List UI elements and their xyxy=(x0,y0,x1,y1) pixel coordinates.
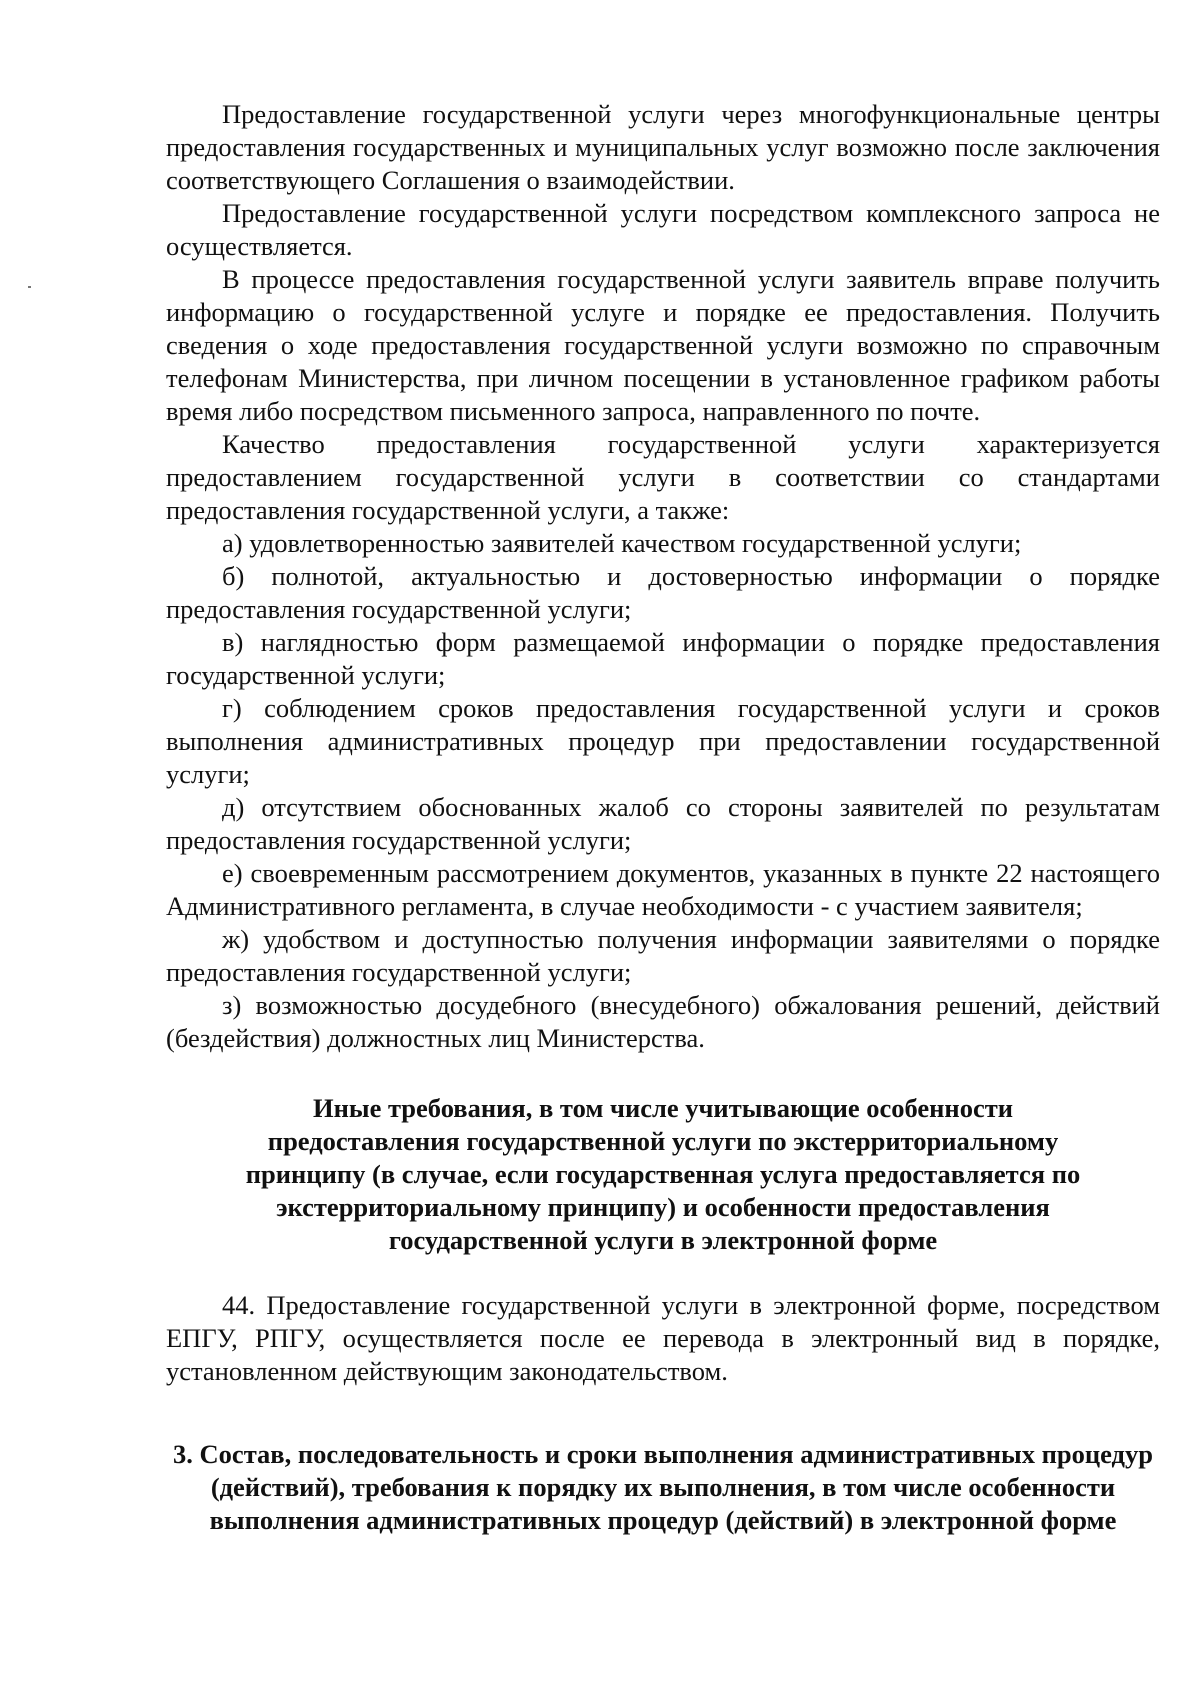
paragraph-information: В процессе предоставления государственной услуги заявитель вправе получить информацию о государственной услуге и порядке ее предоставления. Получить сведения о ходе предоставления государственной услуги возможно по справочным телефонам Министерства, при личном посещении в установленное графиком работы время либо посредством письменного запроса, направленного по почте. xyxy=(166,264,1160,426)
page-content xyxy=(166,98,1160,1537)
heading-section-3: 3. Состав, последовательность и сроки выполнения административных процедур (действий), требования к порядку их выполнения, в том числе особенности выполнения административных процедур (действий) в электронной форме xyxy=(173,1439,1153,1535)
list-item-zh: ж) удобством и доступностью получения информации заявителями о порядке предоставления государственной услуги; xyxy=(166,924,1160,987)
list-item-a: а) удовлетворенностью заявителей качеством государственной услуги; xyxy=(222,528,1022,558)
list-item-z: з) возможностью досудебного (внесудебного) обжалования решений, действий (бездействия) должностных лиц Министерства. xyxy=(166,990,1160,1053)
paragraph-mfc: Предоставление государственной услуги через многофункциональные центры предоставления государственных и муниципальных услуг возможно после заключения соответствующего Соглашения о взаимодействии. xyxy=(166,99,1160,195)
list-item-g: г) соблюдением сроков предоставления государственной услуги и сроков выполнения административных процедур при предоставлении государственной услуги; xyxy=(166,693,1160,789)
list-item-v: в) наглядностью форм размещаемой информации о порядке предоставления государственной услуги; xyxy=(166,627,1160,690)
list-item-b: б) полнотой, актуальностью и достоверностью информации о порядке предоставления государственной услуги; xyxy=(166,561,1160,624)
list-item-d: д) отсутствием обоснованных жалоб со стороны заявителей по результатам предоставления государственной услуги; xyxy=(166,792,1160,855)
heading-other-requirements: Иные требования, в том числе учитывающие особенности предоставления государственной услуги по экстерриториальному принципу (в случае, если государственная услуга предоставляется по экстерриториальному принципу) и особенности предоставления государственной услуги в электронной форме xyxy=(245,1093,1081,1255)
paragraph-complex-request: Предоставление государственной услуги посредством комплексного запроса не осуществляется. xyxy=(166,198,1160,261)
paragraph-quality: Качество предоставления государственной услуги характеризуется предоставлением государственной услуги в соответствии со стандартами предоставления государственной услуги, а также: xyxy=(166,429,1160,525)
paragraph-44: 44. Предоставление государственной услуги в электронной форме, посредством ЕПГУ, РПГУ, осуществляется после ее перевода в электронный вид в порядке, установленном действующим законодательством. xyxy=(166,1290,1160,1386)
list-item-e: е) своевременным рассмотрением документов, указанных в пункте 22 настоящего Административного регламента, в случае необходимости - с участием заявителя; xyxy=(166,858,1160,921)
scan-speck xyxy=(28,286,31,288)
